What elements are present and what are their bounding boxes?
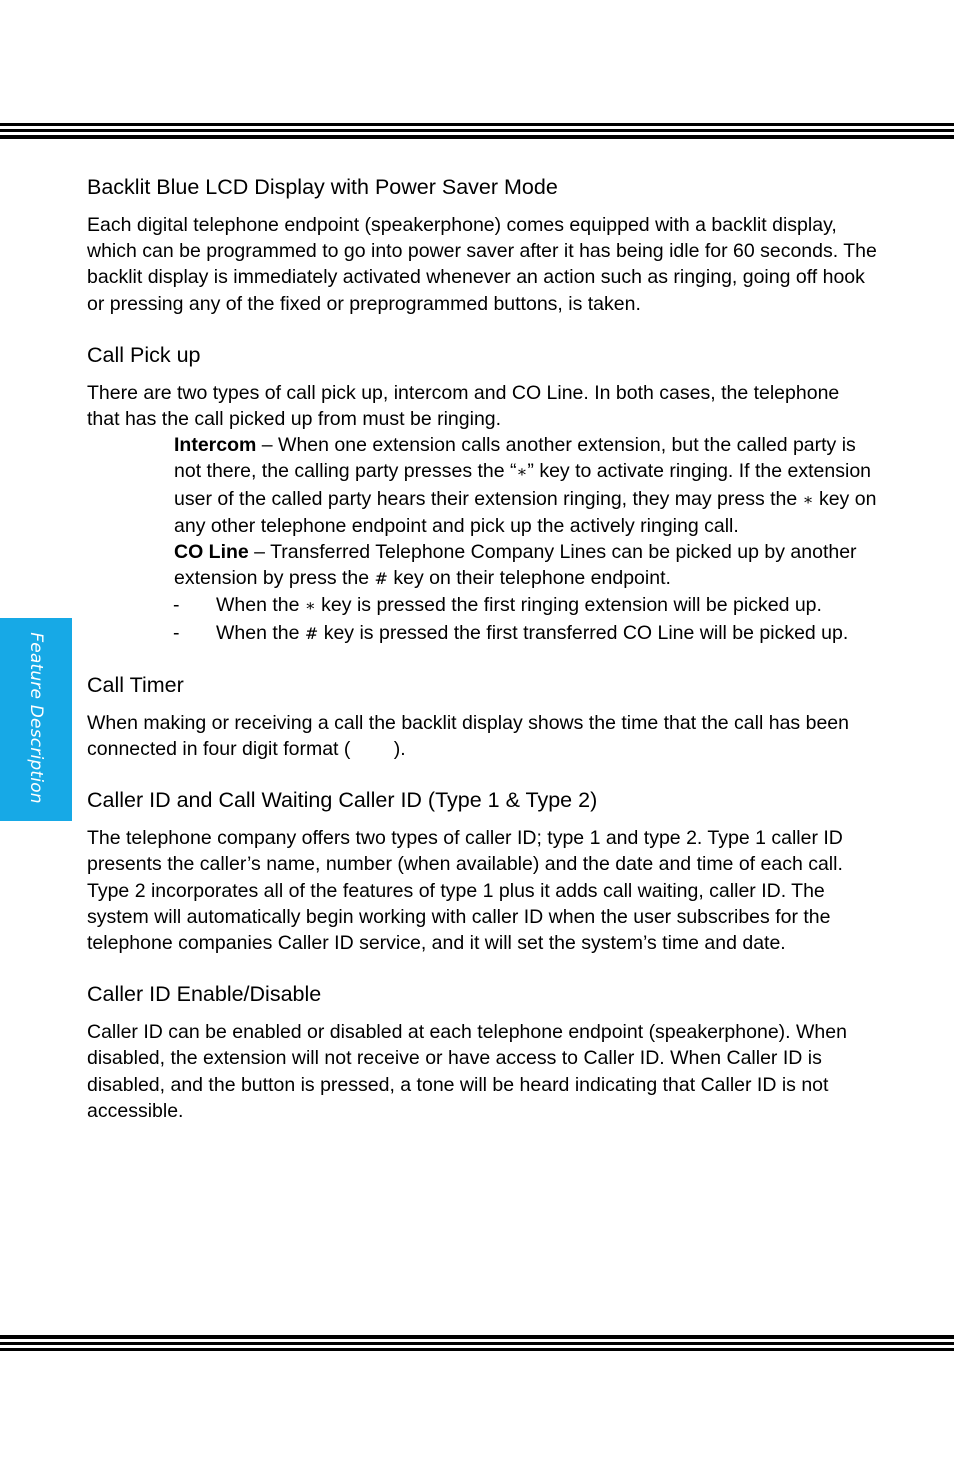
hash-symbol: #: [374, 569, 388, 589]
section-heading: Caller ID and Call Waiting Caller ID (Type 1 & Type 2): [87, 788, 598, 813]
bullet-pre: When the: [216, 594, 305, 617]
section-heading: Call Timer: [87, 672, 184, 697]
page-content: [87, 171, 877, 1146]
star-symbol: ∗: [304, 596, 316, 616]
intercom-term: Intercom: [174, 434, 257, 457]
section-body: Caller ID can be enabled or disabled at each telephone endpoint (speakerphone). When disabled, the extension will not receive or have access to Caller ID. When Caller ID is disabled, and the button is pressed, a tone will be heard indicating that Caller ID is not accessible.: [87, 1021, 847, 1122]
intercom-paragraph: [87, 432, 877, 539]
hash-symbol: #: [304, 623, 319, 643]
section-backlit-display: [87, 171, 877, 317]
list-dash: -: [173, 621, 180, 644]
section-body: The telephone company offers two types of caller ID; type 1 and type 2. Type 1 caller ID presents the caller’s name, number (when available) and the date and time of each call. Type 2 incorporates all of the features of type 1 plus it adds call waiting, caller ID. The system will automatically begin working with caller ID when the user subscribes for the telephone companies Caller ID service, and it will set the system’s time and date.: [87, 827, 843, 955]
intercom-text-c: key on any other telephone endpoint and pick up the actively ringing call.: [174, 487, 877, 537]
list-item: [87, 592, 877, 619]
section-heading: Caller ID Enable/Disable: [87, 982, 322, 1007]
bullet-post: key is pressed the first ringing extension will be picked up.: [315, 594, 822, 617]
section-caller-id: [87, 784, 877, 956]
section-body: Each digital telephone endpoint (speakerphone) comes equipped with a backlit display, which can be programmed to go into power saver after it has being idle for 60 seconds. The backlit display is immediately activated whenever an action such as ringing, going off hook or pressing any of the fixed or preprogrammed buttons, is taken.: [87, 214, 877, 315]
section-call-pickup: [87, 339, 877, 647]
side-tab-label: Feature Description: [26, 632, 46, 804]
section-heading: Backlit Blue LCD Display with Power Saver Mode: [87, 175, 558, 199]
coline-term: CO Line: [174, 541, 249, 564]
coline-paragraph: [87, 539, 877, 592]
bullet-pre: When the: [216, 621, 305, 644]
intercom-text-a: – When one extension calls another extension, but the called party is not there, the calling party presses the “: [174, 434, 856, 483]
coline-text-a: – Transferred Telephone Company Lines can be picked up by another extension by press the: [174, 541, 857, 590]
coline-text-b: key on their telephone endpoint.: [387, 567, 671, 590]
section-body: When making or receiving a call the backlit display shows the time that the call has been connected in four digit format ( ).: [87, 711, 855, 761]
section-call-timer: [87, 669, 877, 762]
bullet-post: key is pressed the first transferred CO Line will be picked up.: [318, 621, 849, 644]
list-dash: -: [173, 594, 180, 617]
section-body: There are two types of call pick up, intercom and CO Line. In both cases, the telephone that has the call picked up from must be ringing.: [87, 381, 840, 431]
section-heading: Call Pick up: [87, 342, 201, 367]
intercom-text-b: ” key to activate ringing. If the extension user of the called party hears their extension ringing, they may press the: [174, 460, 872, 510]
star-symbol: ∗: [516, 462, 528, 482]
list-item: [87, 620, 877, 647]
section-caller-id-enable: [87, 978, 877, 1124]
star-symbol: ∗: [802, 489, 814, 509]
list-item-text: [216, 592, 822, 619]
list-item-text: [216, 620, 848, 647]
